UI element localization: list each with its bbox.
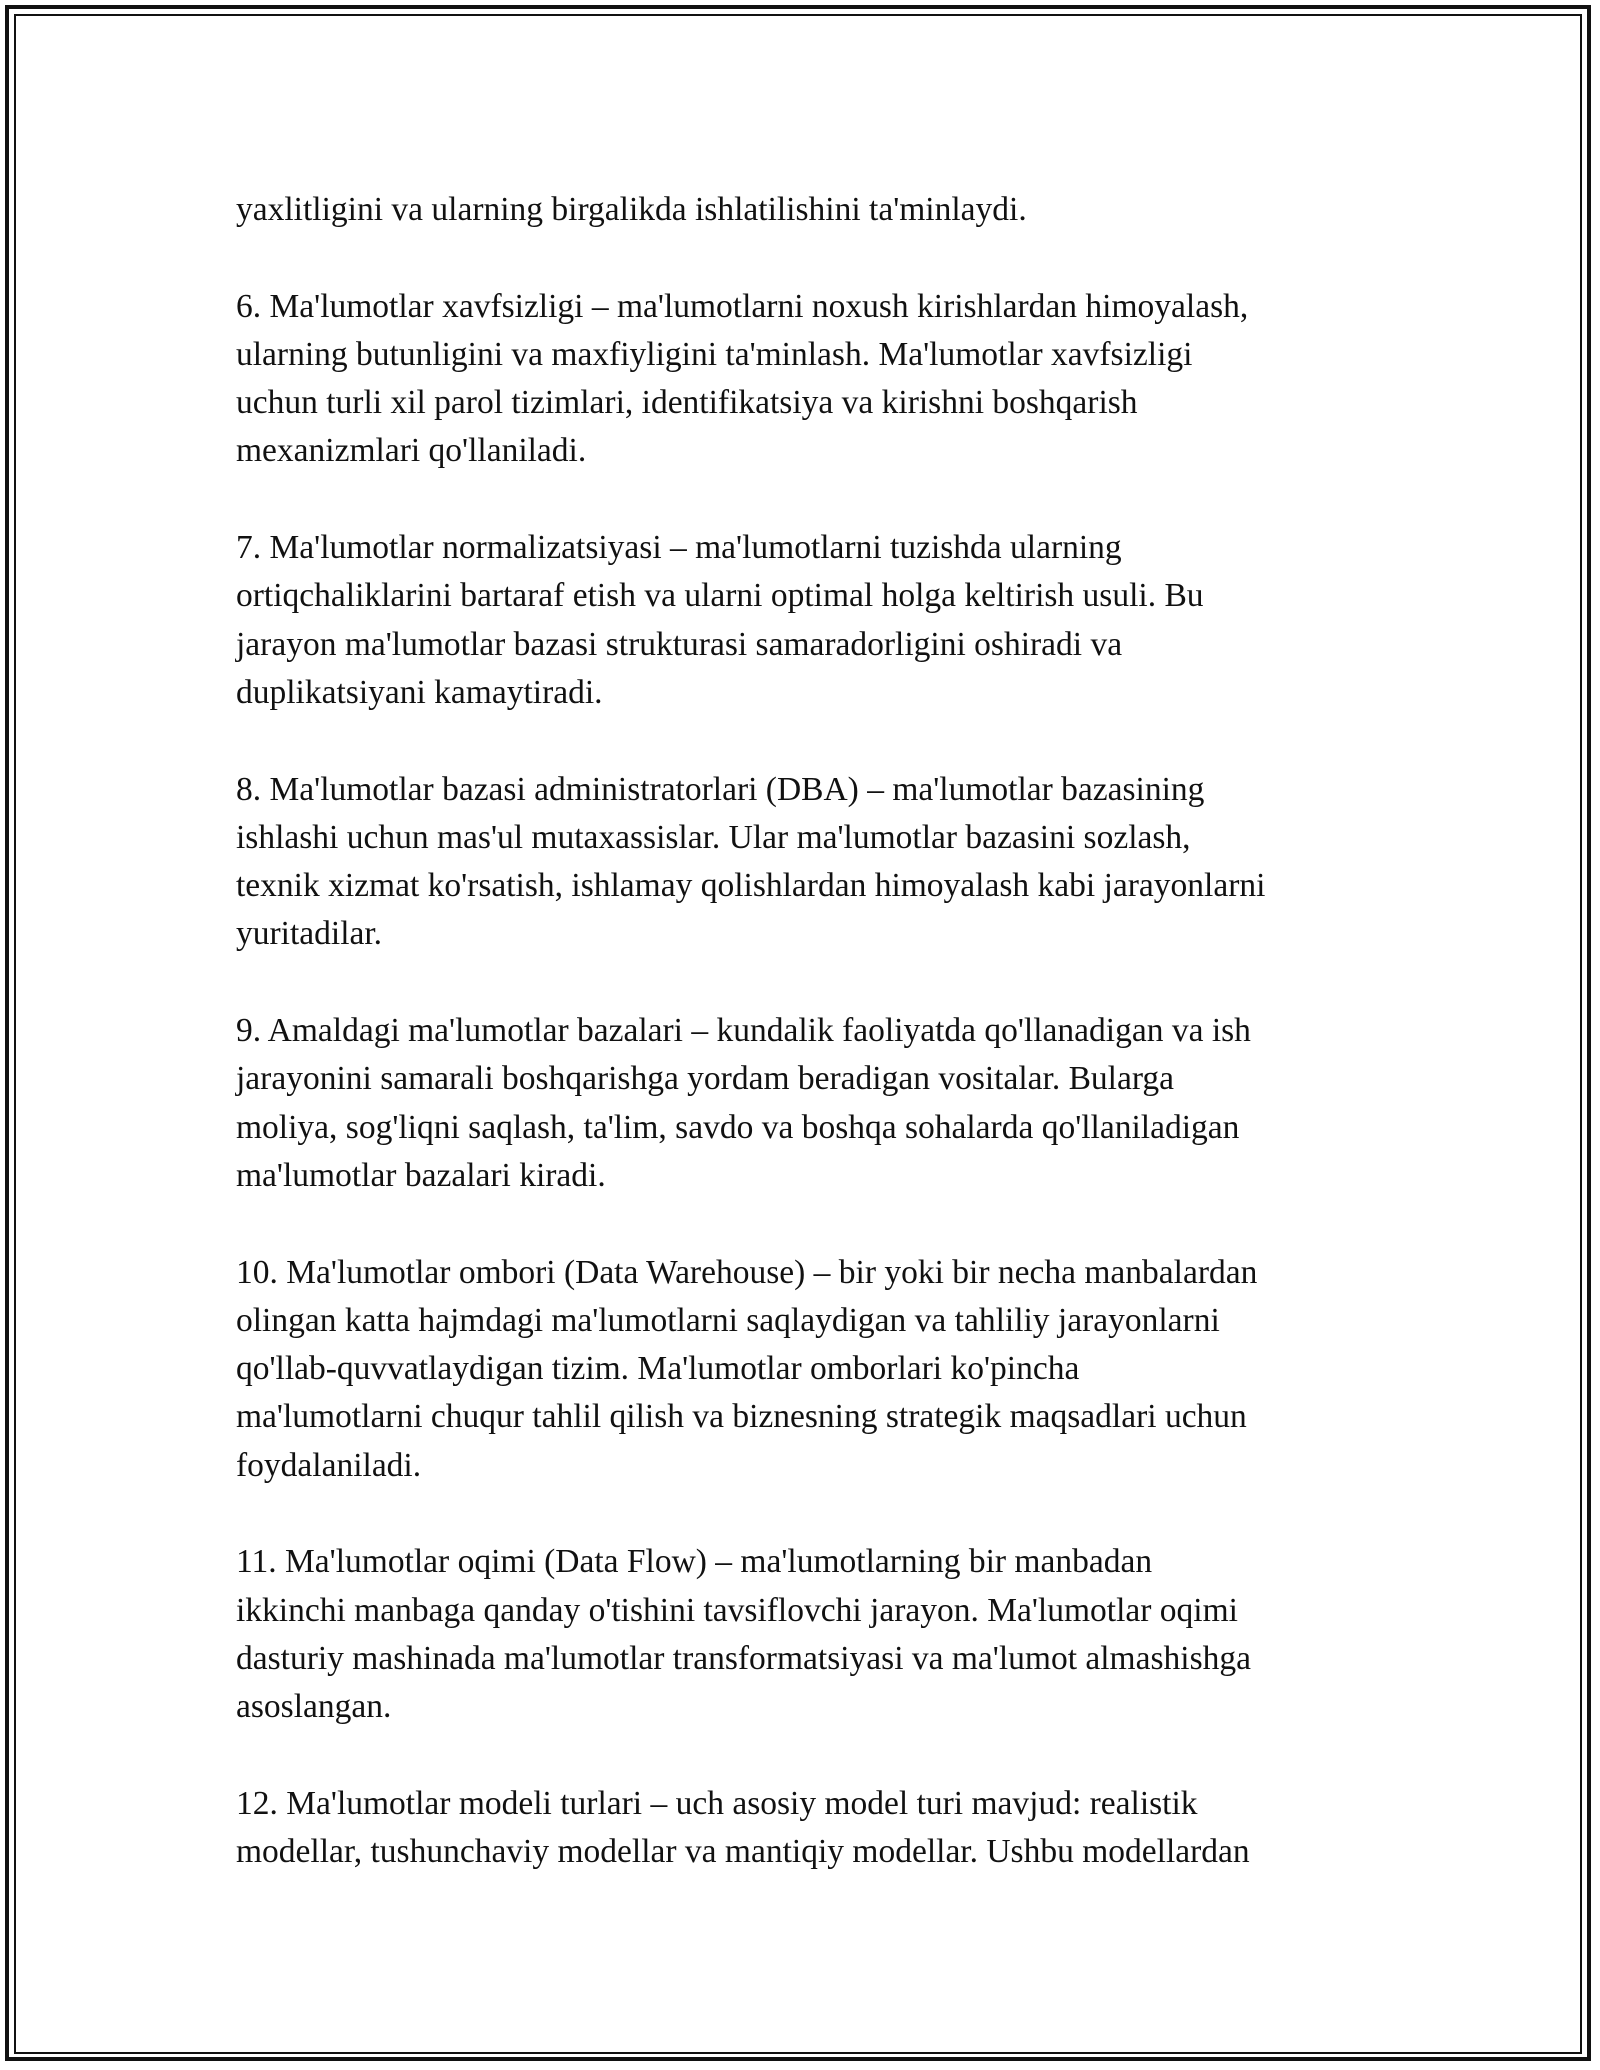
paragraph-item-12: 12. Ma'lumotlar modeli turlari – uch asosiy model turi mavjud: realistik modellar, tushunchaviy modellar va mantiqiy modellar. Ushbu modellardan — [236, 1784, 1250, 1871]
paragraph-continuation: yaxlitligini va ularning birgalikda ishlatilishini ta'minlaydi. — [236, 191, 1027, 228]
paragraph-item-9: 9. Amaldagi ma'lumotlar bazalari – kundalik faoliyatda qo'llanadigan va ish jarayonini samarali boshqarishga yordam beradigan vositalar. Bularga moliya, sog'liqni saqlash, ta'lim, savdo va boshqa sohalarda qo'llaniladigan ma'lumotlar bazalari kiradi. — [236, 1012, 1251, 1194]
paragraph-item-7: 7. Ma'lumotlar normalizatsiyasi – ma'lumotlarni tuzishda ularning ortiqchaliklarini bartaraf etish va ularni optimal holga keltirish usuli. Bu jarayon ma'lumotlar bazasi strukturasi samaradorligini oshiradi va duplikatsiyani kamaytiradi. — [236, 529, 1204, 711]
paragraph-item-8: 8. Ma'lumotlar bazasi administratorlari (DBA) – ma'lumotlar bazasining ishlashi uchun mas'ul mutaxassislar. Ular ma'lumotlar bazasini sozlash, texnik xizmat ko'rsatish, ishlamay qolishlardan himoyalash kabi jarayonlarni yuritadilar. — [236, 770, 1266, 953]
paragraph-item-6: 6. Ma'lumotlar xavfsizligi – ma'lumotlarni noxush kirishlardan himoyalash, ularning butunligini va maxfiyligini ta'minlash. Ma'lumotlar xavfsizligi uchun turli xil parol tizimlari, identifikatsiya va kirishni boshqarish mexanizmlari qo'llaniladi. — [236, 287, 1249, 470]
document-body — [236, 186, 1366, 1876]
paragraph-item-11: 11. Ma'lumotlar oqimi (Data Flow) – ma'lumotlarning bir manbadan ikkinchi manbaga qanday o'tishini tavsiflovchi jarayon. Ma'lumotlar oqimi dasturiy mashinada ma'lumotlar transformatsiyasi va ma'lumot almashishga asoslangan. — [236, 1543, 1251, 1726]
paragraph-item-10: 10. Ma'lumotlar ombori (Data Warehouse) – bir yoki bir necha manbalardan olingan katta hajmdagi ma'lumotlarni saqlaydigan va tahliliy jarayonlarni qo'llab-quvvatlaydigan tizim. Ma'lumotlar omborlari ko'pincha ma'lumotlarni chuqur tahlil qilish va biznesning strategik maqsadlari uchun foydalaniladi. — [236, 1253, 1258, 1484]
